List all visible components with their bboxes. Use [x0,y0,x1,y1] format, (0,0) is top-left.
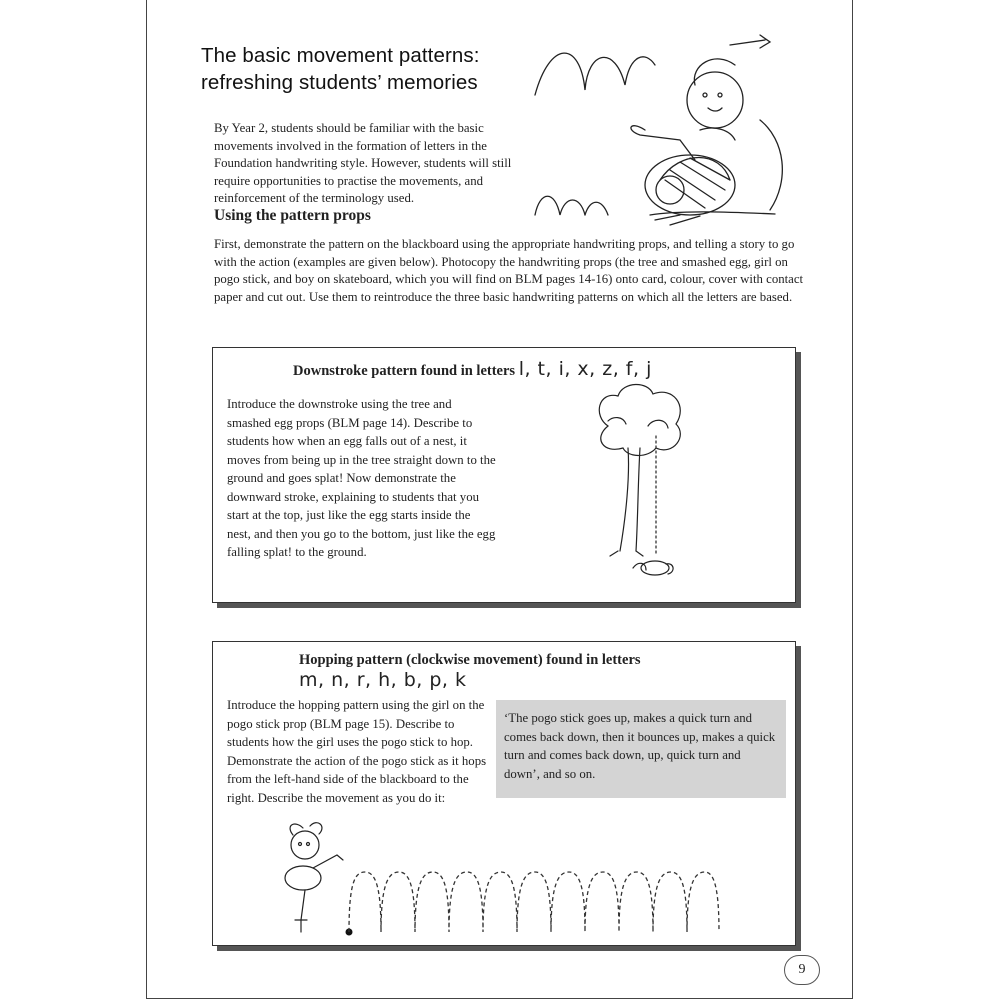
hopping-pattern-trace [343,862,723,942]
pattern-props-heading: Using the pattern props [214,207,371,224]
hopping-heading-text: Hopping pattern (clockwise movement) found in letters [299,652,641,668]
downstroke-box [212,347,796,603]
hopping-heading [299,652,739,691]
intro-paragraph: By Year 2, students should be familiar with the basic movements involved in the formation of letters in the Foundation handwriting style. However, students will still require opportunities to practise the movements, and reinforcement of the terminology used. [214,121,512,205]
hopping-quote: ‘The pogo stick goes up, makes a quick turn and comes back down, then it bounces up, makes a quick turn and comes back down, up, quick turn and down’, and so on. [496,700,786,798]
hopping-paragraph: Introduce the hopping pattern using the girl on the pogo stick prop (BLM page 15). Describe to students how the girl uses the pogo stick to hop. Demonstrate the action of the pogo stick as it hops from the left-hand side of the blackboard to the right. Describe the movement as you do it: [227,698,487,805]
hopping-box [212,641,796,946]
tree-and-egg-illustration [588,386,698,586]
downstroke-heading [293,358,652,380]
page-number: 9 [784,955,820,985]
downstroke-letters: l, t, i, x, z, f, j [518,358,652,380]
pattern-props-paragraph: First, demonstrate the pattern on the blackboard using the appropriate handwriting props, and telling a story to go with the action (examples are given below). Photocopy the handwriting props (the tree and smashed egg, girl on pogo stick, and boy on skateboard, which you will find on BLM pages 14-16) onto card, colour, cover with contact paper and cut out. Use them to reintroduce the three basic handwriting patterns on which all the letters are based. [214,237,804,304]
title-line-1: The basic movement patterns: [201,44,480,67]
page-title [201,42,541,96]
downstroke-heading-text: Downstroke pattern found in letters [293,363,516,379]
hopping-letters: m, n, r, h, b, p, k [299,669,467,691]
downstroke-paragraph: Introduce the downstroke using the tree and smashed egg props (BLM page 14). Describe to students how when an egg falls out of a nest, it moves from being up in the tree straight down to the ground and goes splat! Now demonstrate the downward stroke, explaining to students that you start at the top, just like the egg starts inside the nest, and then you go to the bottom, just like the egg falling splat! to the ground. [227,397,496,559]
title-line-2: refreshing students’ memories [201,71,478,94]
acrobat-girl-illustration [530,30,800,230]
